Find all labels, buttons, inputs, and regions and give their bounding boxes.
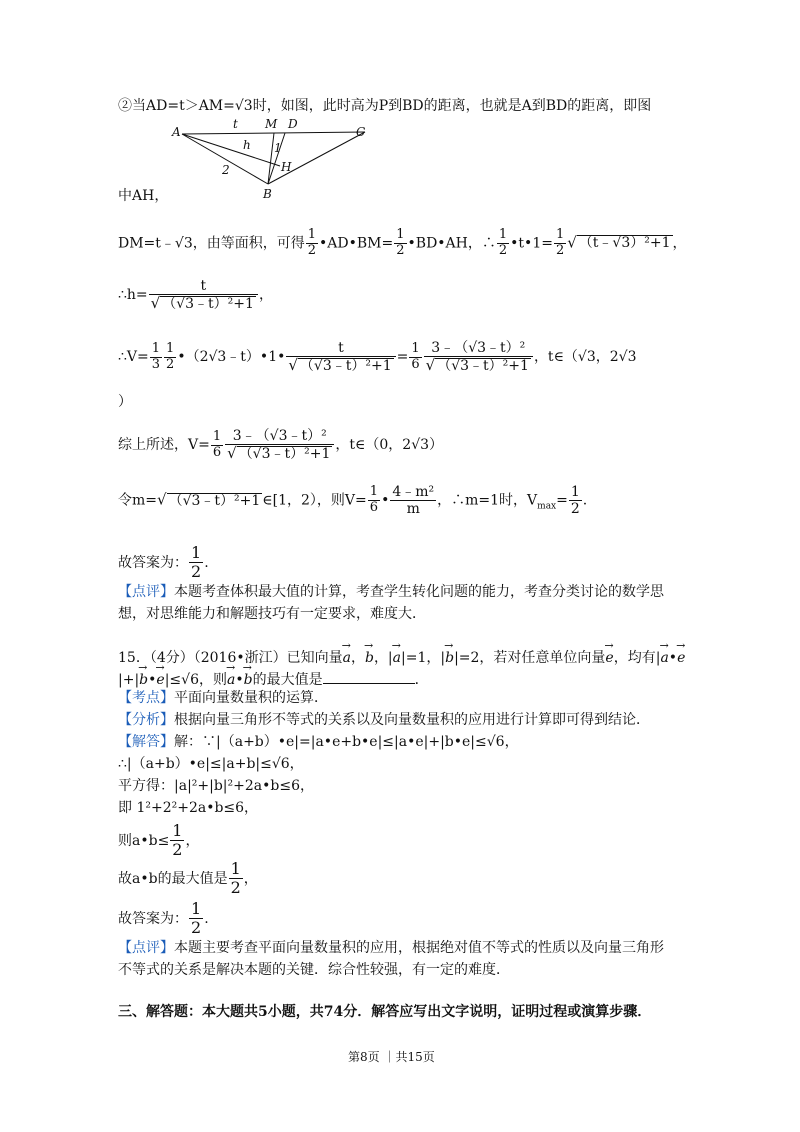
v-line — [118, 340, 637, 374]
fenxi-line — [118, 712, 650, 729]
answer-blank[interactable] — [323, 683, 415, 684]
den: 6 — [369, 500, 379, 516]
num: 3﹣（√3﹣t）² — [225, 428, 334, 445]
answer-line: 故答案为： $\frac{1}{2}$ . — [118, 543, 209, 582]
h-end: ， — [258, 287, 273, 304]
m-tail: ，∴m=1时，V — [437, 492, 538, 509]
answer15-text: 故答案为： — [118, 910, 188, 927]
den: 2 — [230, 878, 241, 898]
label-C: C — [356, 125, 366, 139]
num: 1 — [396, 227, 405, 242]
den: √ （√3﹣t）²+1 — [227, 444, 331, 463]
num: 4﹣m² — [392, 484, 435, 500]
radicand: （√3﹣t）²+1 — [238, 446, 331, 463]
v-eq: = — [396, 349, 409, 366]
page-footer: 第8页 ｜共15页 — [348, 1050, 435, 1064]
dianping15-line1 — [118, 940, 664, 957]
label-h: h — [243, 138, 251, 152]
num: 1 — [555, 227, 565, 242]
jieda-text: 解：∵|（a+b）•e|=|a•e+b•e|≤|a•e|+|b•e|≤√6， — [174, 734, 519, 750]
frac-half — [497, 228, 509, 259]
summary-frac — [225, 428, 334, 462]
frac-third — [150, 342, 162, 373]
dianping15-tag: 【点评】 — [118, 940, 174, 956]
comment1-line1 — [118, 584, 664, 601]
dianping15-line2: 不等式的关系是解决本题的关键．综合性较强，有一定的难度． — [118, 962, 510, 978]
dm-eq-tail: •AD•BM= — [319, 235, 394, 252]
dm-line — [118, 228, 687, 259]
q15-text-b: ，若对任意单位向量 — [479, 650, 606, 666]
num: 1 — [191, 543, 202, 562]
step5-line: 则a•b≤ $\frac{1}{2}$ ， — [118, 821, 200, 860]
den: 6 — [212, 444, 222, 460]
label-t: t — [233, 117, 238, 131]
den: 2 — [172, 840, 183, 860]
den: 2 — [307, 242, 317, 258]
step4-line: 即 1²+2²+2a•b≤6， — [118, 800, 259, 816]
frac-sixth — [368, 485, 380, 516]
m-frac — [390, 484, 436, 517]
frac-half — [569, 484, 582, 517]
dianping-tag: 【点评】 — [118, 584, 174, 600]
kaodian-tag: 【考点】 — [118, 690, 174, 706]
q15-line1: 15．（4分）（2016•浙江）已知向量→ a，→ b，|→ a|=1，|→ b|=2，若对任意单位向量→ e，均有|→ a•→ e — [118, 646, 685, 667]
m-sub: max — [537, 501, 557, 512]
fenxi-text: 根据向量三角形不等式的关系以及向量数量积的应用进行计算即可得到结论． — [174, 712, 650, 728]
kaodian-line — [118, 690, 328, 707]
dm-tail: •t•1= — [510, 235, 553, 252]
step2-line: ∴|（a+b）•e|≤|a+b|≤√6， — [118, 756, 304, 772]
v-frac-a — [286, 340, 395, 374]
step3-line: 平方得：|a|²+|b|²+2a•b≤6， — [118, 778, 314, 794]
den: 2 — [555, 242, 565, 258]
den: √ （√3﹣t）²+1 — [425, 356, 529, 375]
den: √ （√3﹣t）²+1 — [288, 356, 392, 375]
summary-line — [118, 428, 443, 462]
step5-text: 则a•b≤ — [118, 832, 170, 849]
num: 1 — [498, 227, 508, 242]
label-M: M — [265, 117, 278, 131]
dianping15-text1: 本题主要考查平面向量数量积的应用，根据绝对值不等式的性质以及向量三角形 — [174, 940, 664, 956]
frac-sixth — [211, 430, 223, 461]
label-1: 1 — [274, 141, 282, 155]
jieda-tag: 【解答】 — [118, 734, 174, 750]
num: t — [286, 340, 395, 357]
h-frac — [149, 278, 258, 312]
den: √ （√3﹣t）²+1 — [150, 294, 254, 313]
num: 1 — [369, 484, 379, 500]
sqrt-sign: √ — [567, 233, 577, 252]
q15-text-2c: ． — [414, 672, 429, 688]
den: 2 — [191, 918, 202, 938]
num: 1 — [151, 340, 161, 356]
num: 3﹣（√3﹣t）² — [424, 340, 533, 357]
frac-half — [394, 228, 406, 259]
v-range: ，t∈（√3，2√3 — [533, 349, 637, 366]
comment1-text1: 本题考查体积最大值的计算，考查学生转化问题的能力，考查分类讨论的数学思 — [174, 584, 664, 600]
answer15-line: 故答案为： $\frac{1}{2}$ . — [118, 899, 209, 938]
den: 2 — [166, 356, 175, 372]
den: 3 — [151, 356, 161, 372]
num: 1 — [166, 340, 175, 356]
v-close: ） — [118, 394, 132, 410]
q15-text-2: |≤√6，则 — [164, 672, 227, 688]
v-prefix: ∴V= — [118, 349, 149, 366]
label-H: H — [281, 160, 292, 174]
frac-half — [554, 228, 566, 259]
jieda-line — [118, 734, 519, 751]
ah-line: 中AH， — [118, 188, 169, 204]
step6-line: 故a•b的最大值是 $\frac{1}{2}$ ， — [118, 859, 258, 898]
den: m — [406, 501, 420, 518]
num: t — [149, 278, 258, 295]
dm-radicand: （t﹣√3）²+1 — [578, 235, 671, 252]
step6-text: 故a•b的最大值是 — [118, 870, 228, 887]
m-line: 令m=√ （√3﹣t）²+1 ∈[1，2），则V= $\frac{1}{6}$ • $\frac{\text{4﹣m²}}{m}$ ，∴m=1时，$V_{max}=$ $\frac{1}{2}$ . — [118, 484, 588, 518]
den: 2 — [396, 242, 405, 258]
m-prefix: 令m= — [118, 492, 158, 509]
fenxi-tag: 【分析】 — [118, 712, 174, 728]
num: 1 — [172, 821, 183, 840]
num: 1 — [570, 484, 580, 500]
num: 1 — [191, 899, 202, 918]
q15-text: 15．（4分）（2016•浙江）已知向量 — [118, 650, 343, 666]
v-frac-b — [424, 340, 533, 374]
m-radicand: （√3﹣t）²+1 — [168, 492, 261, 509]
frac-half — [306, 228, 318, 259]
intro-line: ②当AD=t＞AM=√3时，如图，此时高为P到BD的距离，也就是A到BD的距离，即图 — [118, 98, 652, 114]
frac-half — [189, 900, 203, 938]
comment1-line2: 想，对思维能力和解题技巧有一定要求，难度大． — [118, 606, 426, 622]
radicand: （√3﹣t）²+1 — [162, 296, 254, 313]
dm-end: ， — [672, 235, 687, 252]
q15-text-2b: 的最大值是 — [252, 672, 323, 688]
q15-line2: |+|→ b•→ e|≤√6，则→ a•→ b的最大值是 ． — [118, 668, 429, 689]
num: 1 — [411, 340, 420, 356]
num: 1 — [212, 428, 222, 444]
den: 2 — [191, 562, 202, 582]
m-mid: ∈[1，2），则V= — [262, 492, 367, 509]
num: 1 — [230, 859, 241, 878]
den: 2 — [498, 242, 508, 258]
frac-half — [229, 860, 243, 898]
frac-sixth — [409, 342, 421, 373]
label-B: B — [263, 187, 272, 201]
frac-half — [189, 544, 203, 582]
dm-prefix: DM=t﹣√3，由等面积，可得 — [118, 235, 305, 252]
h-prefix: ∴h= — [118, 287, 148, 304]
summary-prefix: 综上所述，V= — [118, 437, 210, 454]
frac-half — [164, 342, 176, 373]
h-line — [118, 278, 273, 312]
section3-heading: 三、解答题：本大题共5小题，共74分．解答应写出文字说明，证明过程或演算步骤． — [118, 1004, 652, 1020]
radicand: （√3﹣t）²+1 — [299, 358, 392, 375]
answer-prefix: 故答案为： — [118, 554, 188, 571]
frac-half — [170, 822, 184, 860]
q15-text-c: ，均有| — [613, 650, 661, 666]
m-eq: = — [556, 492, 568, 509]
dm-mid: •BD•AH，∴ — [407, 235, 496, 252]
label-D: D — [288, 117, 298, 131]
label-2: 2 — [222, 163, 230, 177]
radicand: （√3﹣t）²+1 — [437, 358, 529, 375]
den: 2 — [570, 501, 580, 518]
v-mid: •（2√3﹣t）•1• — [177, 349, 286, 366]
triangle-figure — [170, 116, 380, 206]
kaodian-text: 平面向量数量积的运算． — [174, 690, 328, 706]
den: 6 — [411, 356, 420, 372]
num: 1 — [307, 227, 317, 242]
label-A: A — [172, 125, 181, 139]
summary-range: ，t∈（0，2√3） — [335, 437, 444, 454]
